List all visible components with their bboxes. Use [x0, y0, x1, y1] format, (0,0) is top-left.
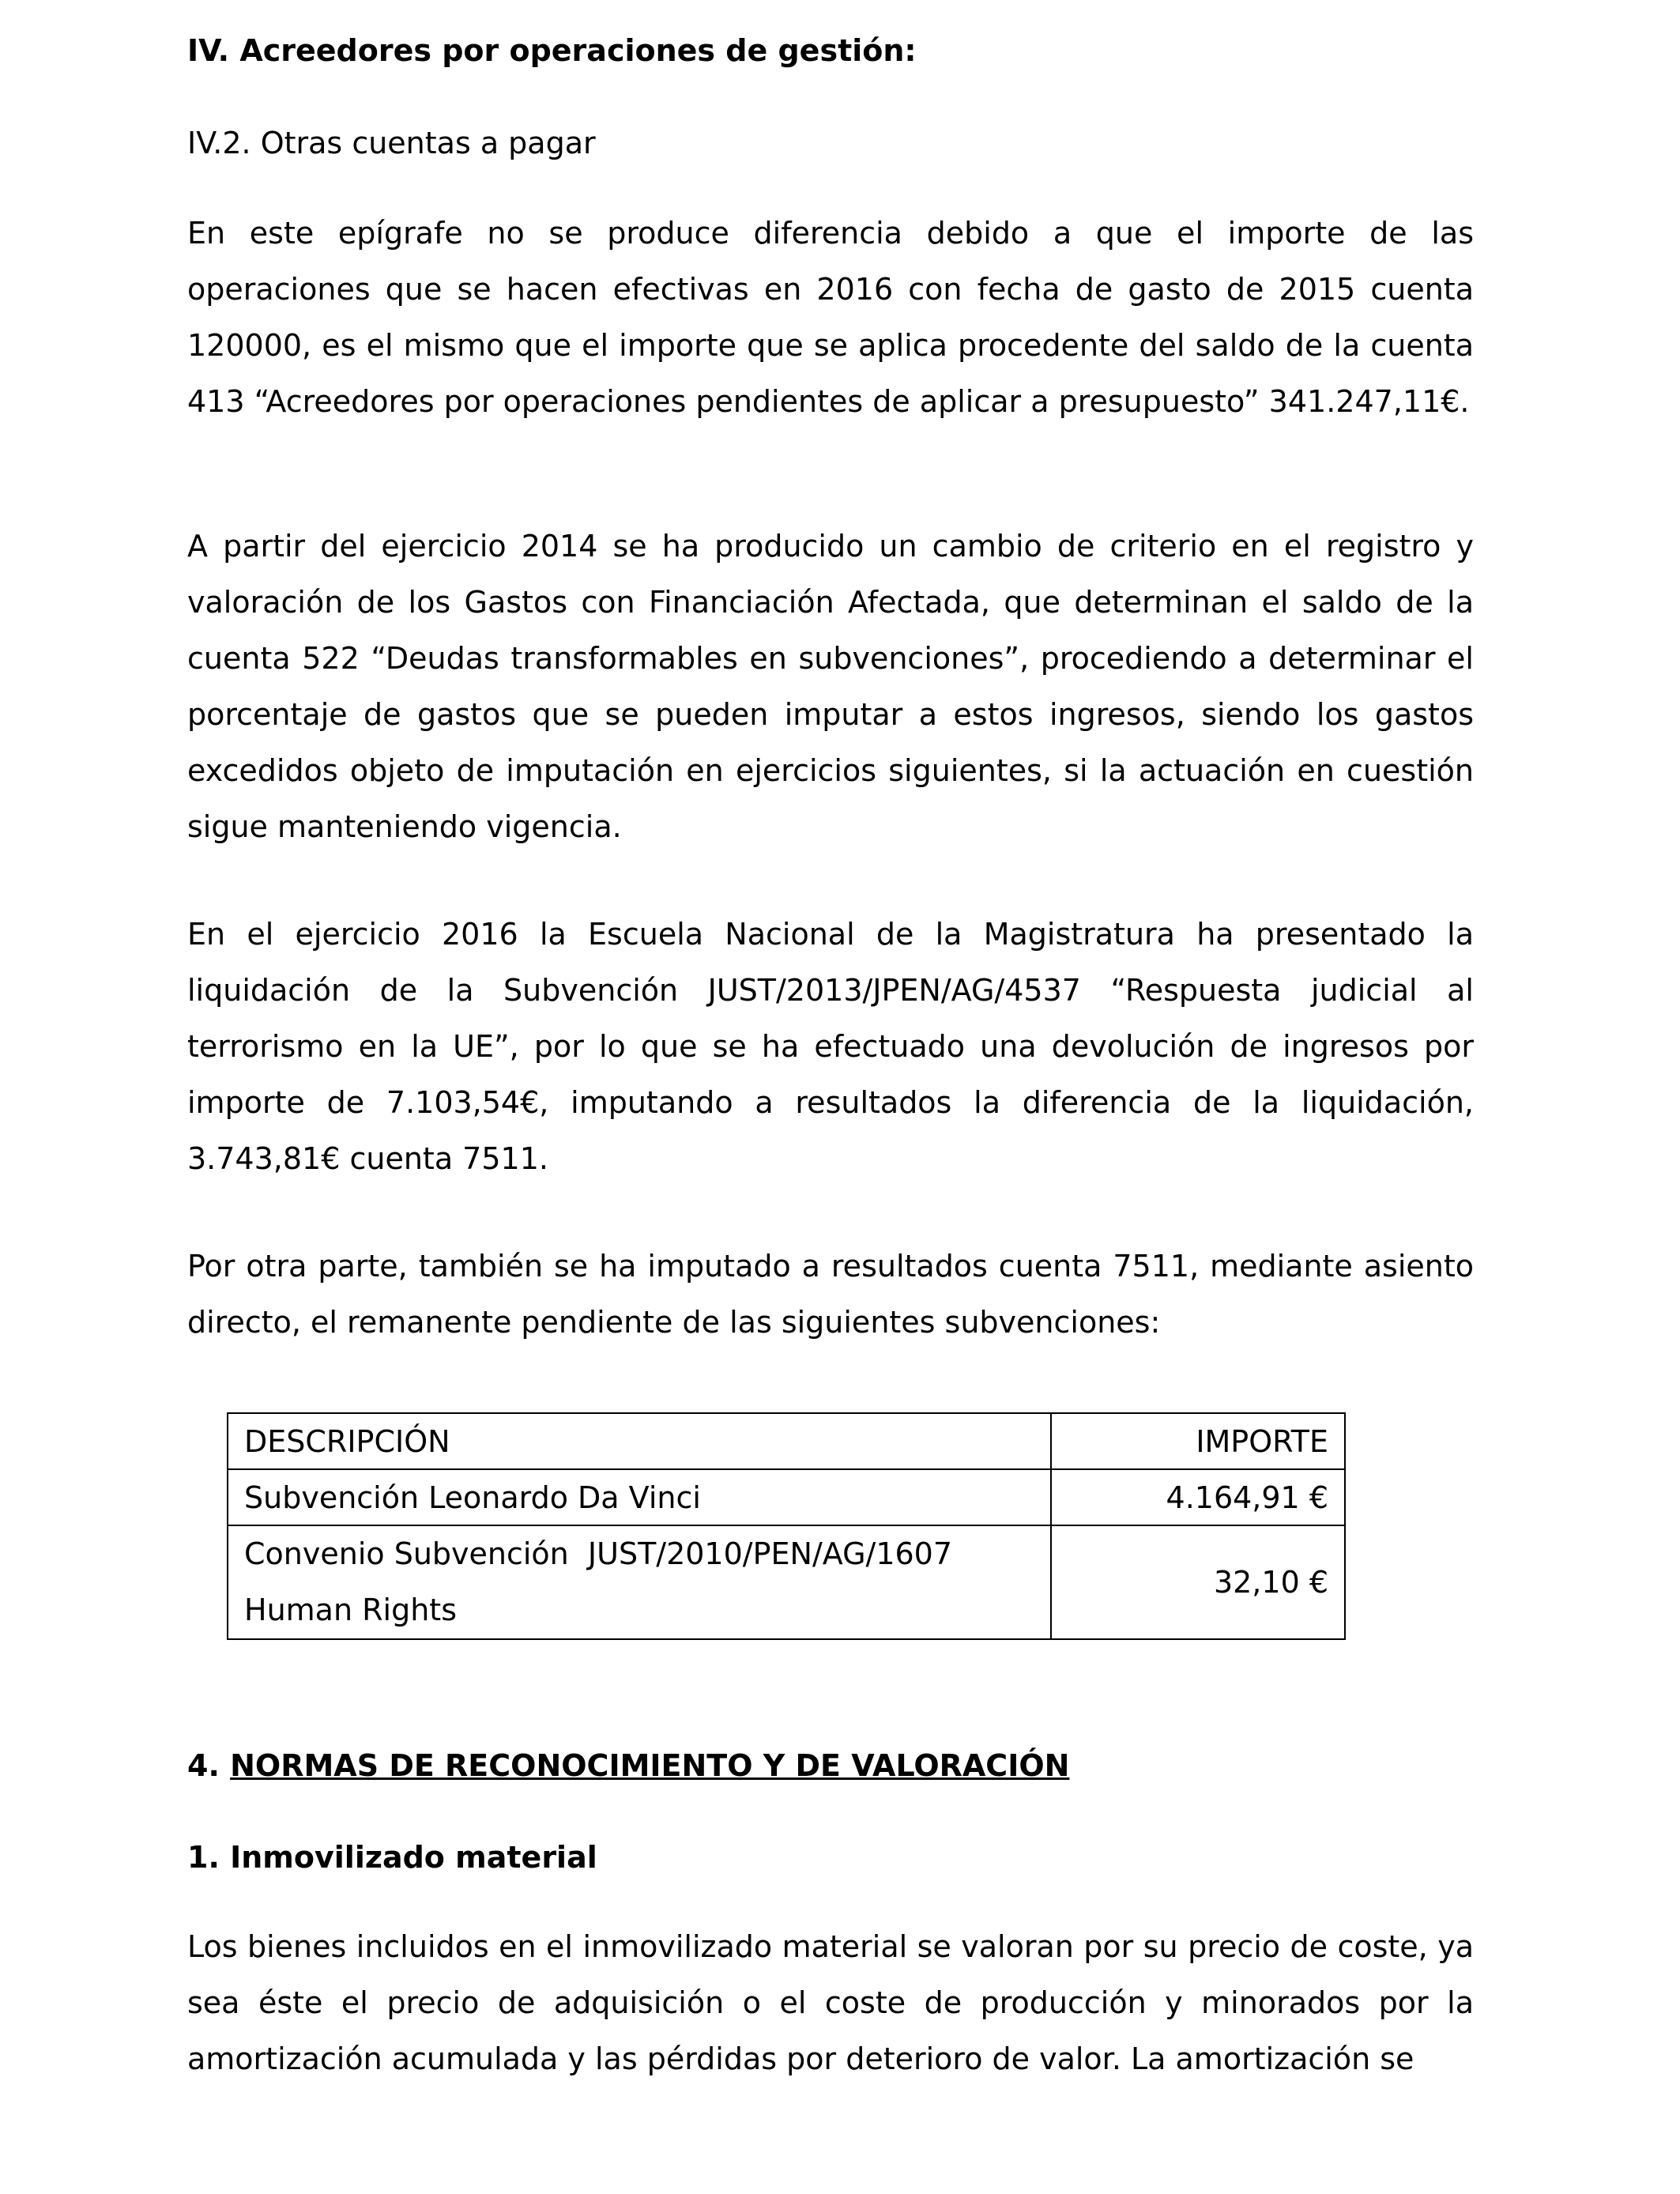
- paragraph-remanente: Por otra parte, también se ha imputado a resultados cuenta 7511, mediante asiento directo, el remanente pendiente de las siguientes subvenciones:: [187, 1249, 1474, 1340]
- section-iv2-subtitle: IV.2. Otras cuentas a pagar: [187, 126, 596, 160]
- table-header-amount: IMPORTE: [1051, 1413, 1345, 1469]
- subvenciones-table: [227, 1412, 1346, 1640]
- table-cell-amount: 4.164,91 €: [1051, 1469, 1345, 1525]
- paragraph-escuela-nacional: En el ejercicio 2016 la Escuela Nacional de la Magistratura ha presentado la liquidación de la Subvención JUST/2013/JPEN/AG/4537 “Respuesta judicial al terrorismo en la UE”, por lo que se ha efectuado una devolución de ingresos por importe de 7.103,54€, imputando a resultados la diferencia de la liquidación, 3.743,81€ cuenta 7511.: [187, 917, 1474, 1176]
- paragraph-otras-cuentas: En este epígrafe no se produce diferencia debido a que el importe de las operaciones que se hacen efectivas en 2016 con fecha de gasto de 2015 cuenta 120000, es el mismo que el importe que se aplica procedente del saldo de la cuenta 413 “Acreedores por operaciones pendientes de aplicar a presupuesto” 341.247,11€.: [187, 216, 1474, 419]
- table-row: [228, 1469, 1345, 1525]
- paragraph-inmovilizado: Los bienes incluidos en el inmovilizado material se valoran por su precio de coste, ya sea éste el precio de adquisición o el coste de producción y minorados por la amortización acumulada y las pérdidas por deterioro de valor. La amortización se: [187, 1929, 1474, 2076]
- table-cell-description-line2: Human Rights: [244, 1593, 457, 1627]
- section-iv-title: IV. Acreedores por operaciones de gestión:: [187, 33, 917, 68]
- table-header-row: [228, 1413, 1345, 1469]
- table-cell-description: [228, 1525, 1051, 1639]
- section-4-heading: [187, 1747, 1069, 1785]
- paragraph-cambio-criterio: A partir del ejercicio 2014 se ha producido un cambio de criterio en el registro y valoración de los Gastos con Financiación Afectada, que determinan el saldo de la cuenta 522 “Deudas transformables en subvenciones”, procediendo a determinar el porcentaje de gastos que se pueden imputar a estos ingresos, siendo los gastos excedidos objeto de imputación en ejercicios siguientes, si la actuación en cuestión sigue manteniendo vigencia.: [187, 529, 1474, 844]
- section-4-number: 4.: [187, 1748, 220, 1783]
- section-4-title: NORMAS DE RECONOCIMIENTO Y DE VALORACIÓN: [230, 1748, 1070, 1783]
- table-header-description: DESCRIPCIÓN: [228, 1413, 1051, 1469]
- table-cell-amount: 32,10 €: [1051, 1525, 1345, 1639]
- table-cell-description: Subvención Leonardo Da Vinci: [228, 1469, 1051, 1525]
- inmovilizado-material-heading: 1. Inmovilizado material: [187, 1840, 597, 1875]
- table-row: [228, 1525, 1345, 1639]
- table-cell-description-line1: Convenio Subvención JUST/2010/PEN/AG/1607: [244, 1536, 953, 1571]
